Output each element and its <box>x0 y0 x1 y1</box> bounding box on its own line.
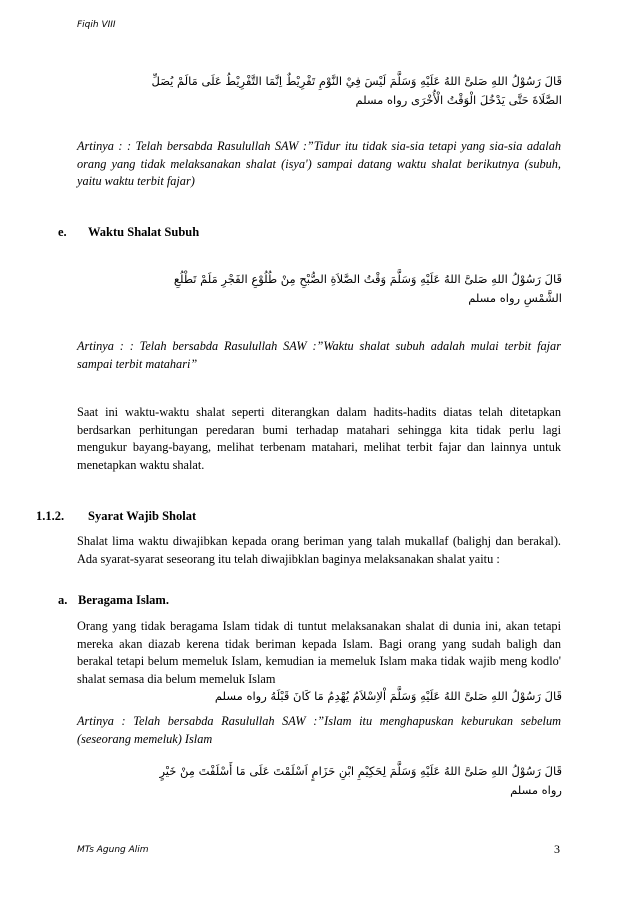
hadith-arabic-4: قَالَ رَسُوْلُ اللهِ صَلىَّ اللهُ عَلَيْهِ وَسَلَّمَ لِحَكِيْمِ ابْنِ حَزَامٍ اَسْلَمْتَ عَلَى مَا أَسْلَفْتَ مِنْ خَيْرٍ رواه مسلم <box>159 764 562 797</box>
heading-waktu-subuh <box>58 225 358 240</box>
heading-text: Syarat Wajib Sholat <box>88 509 197 523</box>
artinya-1: Artinya : : Telah bersabda Rasulullah SAW :”Tidur itu tidak sia-sia tetapi yang sia-sia adalah orang yang tidak melaksanakan shalat (isya') sampai datang waktu shalat berikutnya (subuh, yaitu waktu terbit fajar) <box>77 139 561 188</box>
page-number: 3 <box>554 842 560 856</box>
heading-number: e. <box>58 225 67 239</box>
artinya-3: Artinya : Telah bersabda Rasulullah SAW :”Islam itu menghapuskan keburukan sebelum (seseorang memeluk) Islam <box>77 714 561 746</box>
paragraph-syarat: Shalat lima waktu diwajibkan kepada orang beriman yang talah mukallaf (balighj dan berakal). Ada syarat-syarat seseorang itu telah diwajibklan baginya melaksanakan shalat yaitu : <box>77 534 561 566</box>
heading-beragama-islam <box>58 593 358 608</box>
heading-syarat-wajib <box>36 509 336 524</box>
heading-number: a. <box>58 593 68 607</box>
hadith-arabic-2: قَالَ رَسُوْلُ اللهِ صَلىَّ اللهُ عَلَيْهِ وَسَلَّمَ وَقْتُ الصَّلاَةِ الصُّبْحِ مِنْ طُلُوْعِ الفَجْرِ مَلَمْ تَطْلُعِ الشَّمْسِ رواه مسلم <box>173 272 562 305</box>
heading-text: Waktu Shalat Subuh <box>88 225 200 239</box>
paragraph-beragama-islam: Orang yang tidak beragama Islam tidak di tuntut melaksanakan shalat di dunia ini, akan tetapi mereka akan diazab kerena tidak beriman kepada Islam. Bagi orang yang sudah baligh dan berakal tetapi belum memeluk Islam, kemudian ia memeluk Islam maka tidak wajib meng kodlo' shalat semasa dia belum memeluk Islam <box>77 619 561 686</box>
footer-school-name: MTs Agung Alim <box>77 845 149 855</box>
heading-number: 1.1.2. <box>36 509 65 523</box>
hadith-arabic-3: قَالَ رَسُوْلُ اللهِ صَلىَّ اللهُ عَلَيْهِ وَسَلَّمَ اْلاِسْلاَمُ يُهْدِمُ مَا كَانَ قَبْلَهُ رواه مسلم <box>214 689 562 703</box>
hadith-arabic-1: قَالَ رَسُوْلُ اللهِ صَلىَّ اللهُ عَلَيْهِ وَسَلَّمَ لَيْسَ فِيْ النَّوْمِ تَفْرِيْطٌ اِنَّمَا التَّفْرِيْطُ عَلَى مَالَمْ يُصَلِّ الصَّلَاةَ حَتَّى يَدْخُلَ الْوَقْتُ الْأُخْرَى رواه مسلم <box>151 74 562 107</box>
artinya-2: Artinya : : Telah bersabda Rasulullah SAW :”Waktu shalat subuh adalah mulai terbit fajar sampai terbit matahari” <box>77 339 561 371</box>
paragraph-waktu-shalat: Saat ini waktu-waktu shalat seperti diterangkan dalam hadits-hadits diatas telah ditetapkan berdsarkan perhitungan peredaran bumi terhadap matahari sehingga kita tidak perlu lagi mengukur bayang-bayang, melihat terbenam matahari, melihat terbit fajar dan lainnya untuk menetapkan waktu shalat. <box>77 405 561 472</box>
heading-text: Beragama Islam. <box>78 593 169 607</box>
page-header-title: Fiqih VIII <box>77 20 116 30</box>
